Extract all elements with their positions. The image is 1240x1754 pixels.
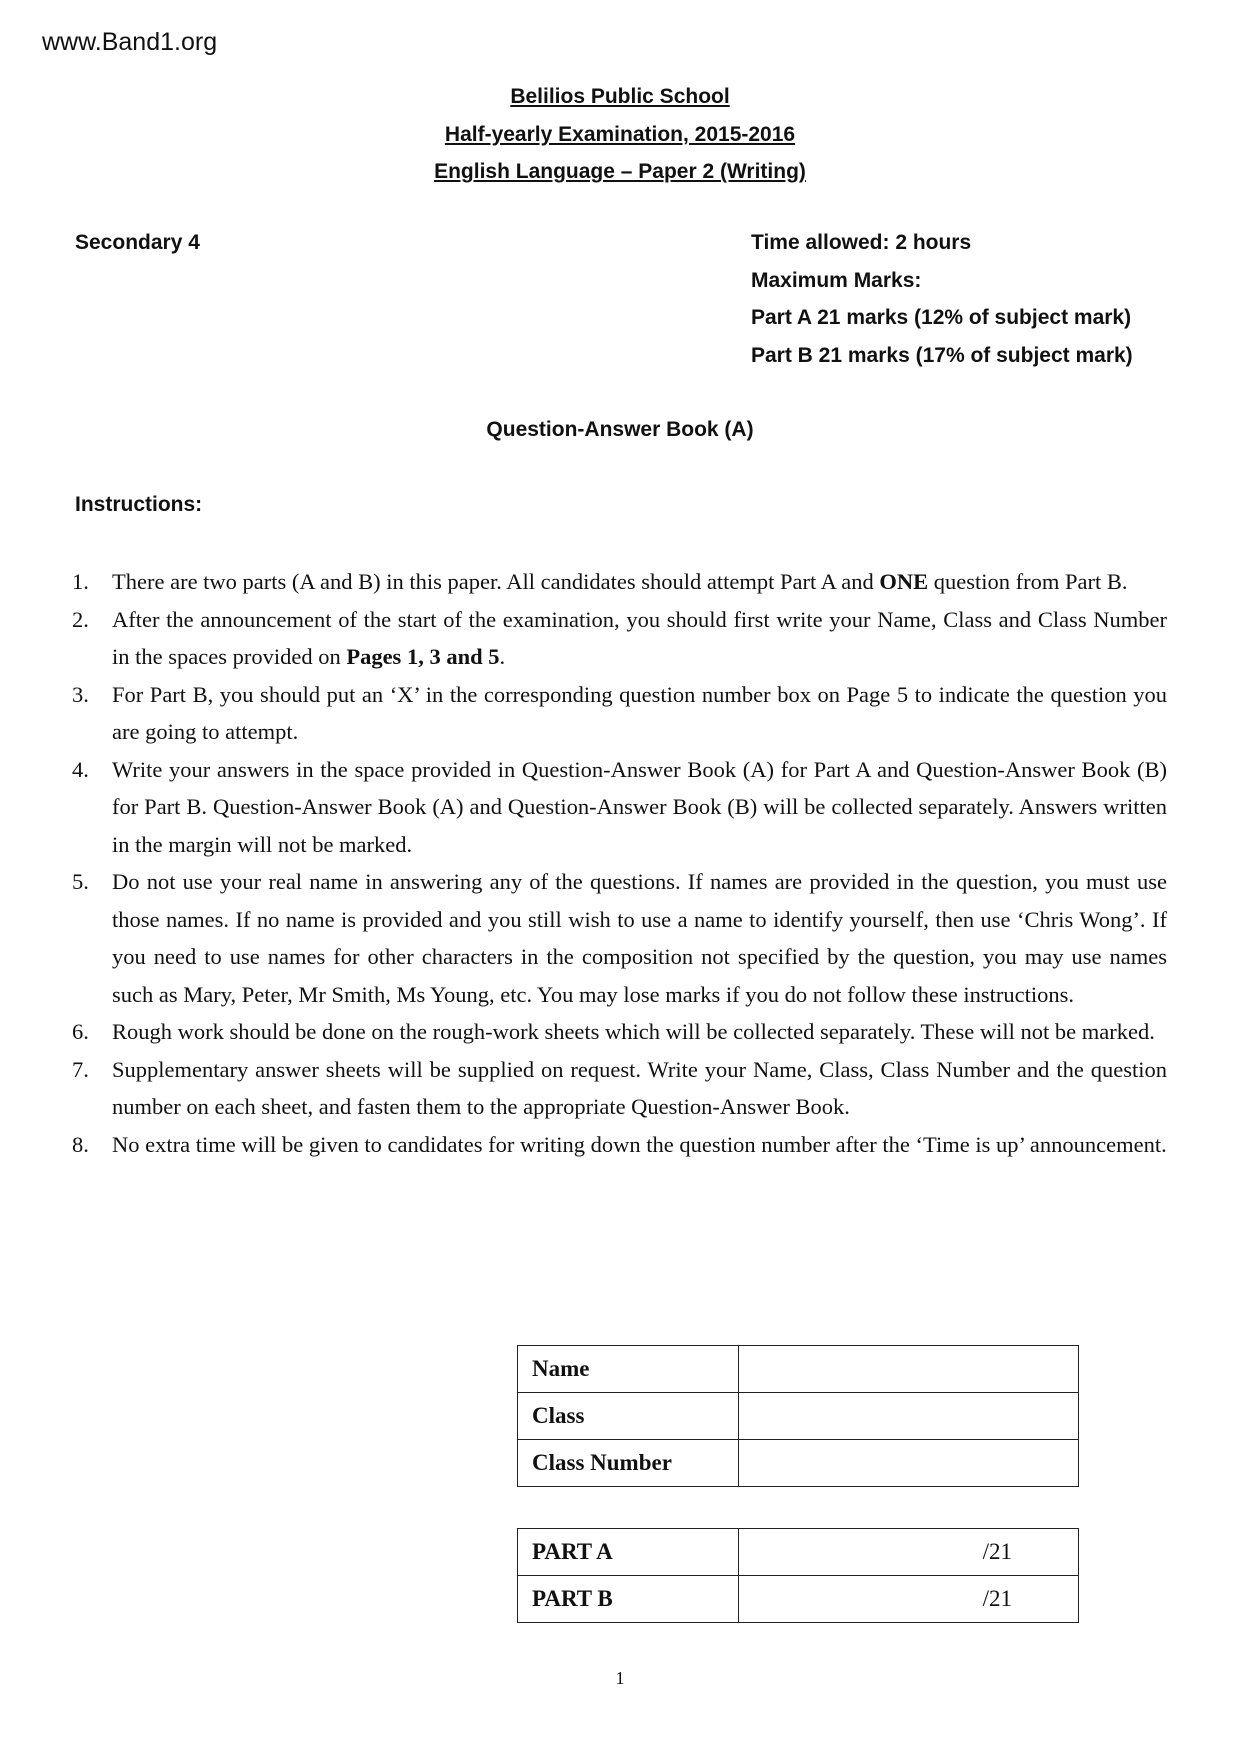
instruction-number: 1. bbox=[72, 569, 89, 594]
class-row bbox=[518, 1393, 1079, 1440]
class-level: Secondary 4 bbox=[75, 231, 200, 254]
exam-header bbox=[0, 78, 1240, 191]
instruction-text-run: Write your answers in the space provided in Question-Answer Book (A) for Part A and Question-Answer Book (B) for Part B. Question-Answer Book (A) and Question-Answer Book (B) will be collected separately. Answers written in the margin will not be marked. bbox=[112, 756, 1167, 857]
part-a-row bbox=[518, 1529, 1079, 1576]
instruction-number: 5. bbox=[72, 869, 89, 894]
instruction-number: 4. bbox=[72, 756, 89, 782]
instruction-item bbox=[72, 601, 1167, 676]
instruction-text-run: Supplementary answer sheets will be supplied on request. Write your Name, Class, Class Number and the question number on each sheet, and fasten them to the appropriate Question-Answer Book. bbox=[112, 1056, 1167, 1119]
part-b-label: PART B bbox=[518, 1576, 739, 1623]
instruction-item bbox=[72, 1051, 1167, 1126]
instruction-item bbox=[72, 863, 1167, 1013]
student-info-table bbox=[517, 1345, 1079, 1487]
instruction-item bbox=[72, 751, 1167, 864]
time-and-marks-info bbox=[751, 228, 1133, 378]
instruction-text bbox=[112, 1013, 1167, 1051]
instruction-text bbox=[112, 1126, 1167, 1164]
paper-name: English Language – Paper 2 (Writing) bbox=[434, 160, 806, 183]
class-field[interactable] bbox=[739, 1393, 1079, 1440]
school-name: Belilios Public School bbox=[510, 85, 730, 108]
book-title: Question-Answer Book (A) bbox=[486, 418, 754, 441]
instruction-text-run: No extra time will be given to candidates for writing down the question number after the ‘Time is up’ announcement. bbox=[112, 1131, 1167, 1157]
instruction-number: 3. bbox=[72, 681, 89, 707]
instruction-number: 8. bbox=[72, 1131, 89, 1157]
instruction-number: 7. bbox=[72, 1056, 89, 1082]
part-b-row bbox=[518, 1576, 1079, 1623]
instruction-text bbox=[112, 751, 1167, 864]
class-label: Class bbox=[518, 1393, 739, 1440]
instruction-text-run: After the announcement of the start of the examination, you should first write your Name, Class and Class Number in the spaces provided on bbox=[112, 606, 1167, 669]
instruction-item bbox=[72, 1013, 1167, 1051]
watermark-url: www.Band1.org bbox=[42, 28, 218, 56]
page-number: 1 bbox=[615, 1668, 625, 1688]
name-label: Name bbox=[518, 1346, 739, 1393]
instruction-text-run: Rough work should be done on the rough-work sheets which will be collected separately. These will not be marked. bbox=[112, 1019, 1155, 1044]
instruction-item bbox=[72, 676, 1167, 751]
class-number-row bbox=[518, 1440, 1079, 1487]
instruction-text bbox=[112, 863, 1167, 1013]
part-b-score: /21 bbox=[739, 1576, 1079, 1623]
instruction-text bbox=[112, 1051, 1167, 1126]
instruction-text-run: For Part B, you should put an ‘X’ in the corresponding question number box on Page 5 to indicate the question you are going to attempt. bbox=[112, 681, 1167, 744]
instruction-text-run: . bbox=[499, 644, 506, 669]
instruction-text bbox=[112, 676, 1167, 751]
instruction-emphasis: ONE bbox=[879, 569, 929, 594]
part-a-label: PART A bbox=[518, 1529, 739, 1576]
instruction-text bbox=[112, 601, 1167, 676]
class-number-label: Class Number bbox=[518, 1440, 739, 1487]
instructions-list bbox=[72, 563, 1167, 1163]
instruction-item bbox=[72, 1126, 1167, 1164]
name-field[interactable] bbox=[739, 1346, 1079, 1393]
maximum-marks-label: Maximum Marks: bbox=[751, 268, 922, 292]
instruction-text-run: Do not use your real name in answering any of the questions. If names are provided in the question, you must use those names. If no name is provided and you still wish to use a name to identify yourself, then use ‘Chris Wong’. If you need to use names for other characters in the composition not specified by the question, you may use names such as Mary, Peter, Mr Smith, Ms Young, etc. You may lose marks if you do not follow these instructions. bbox=[112, 869, 1167, 1007]
instruction-item bbox=[72, 563, 1167, 601]
instruction-number: 6. bbox=[72, 1019, 89, 1044]
time-allowed: Time allowed: 2 hours bbox=[751, 231, 972, 254]
instruction-text-run: question from Part B. bbox=[928, 569, 1128, 594]
exam-name: Half-yearly Examination, 2015-2016 bbox=[444, 122, 796, 146]
instruction-number: 2. bbox=[72, 606, 89, 632]
name-row bbox=[518, 1346, 1079, 1393]
part-a-marks-info: Part A 21 marks (12% of subject mark) bbox=[751, 306, 1132, 329]
instruction-text bbox=[112, 563, 1167, 601]
instructions-heading: Instructions: bbox=[75, 493, 203, 516]
class-number-field[interactable] bbox=[739, 1440, 1079, 1487]
part-a-score: /21 bbox=[739, 1529, 1079, 1576]
part-b-marks-info: Part B 21 marks (17% of subject mark) bbox=[751, 343, 1133, 367]
instruction-text-run: There are two parts (A and B) in this paper. All candidates should attempt Part A and bbox=[112, 569, 880, 594]
instruction-emphasis: Pages 1, 3 and 5 bbox=[346, 644, 500, 669]
marks-table bbox=[517, 1528, 1079, 1623]
